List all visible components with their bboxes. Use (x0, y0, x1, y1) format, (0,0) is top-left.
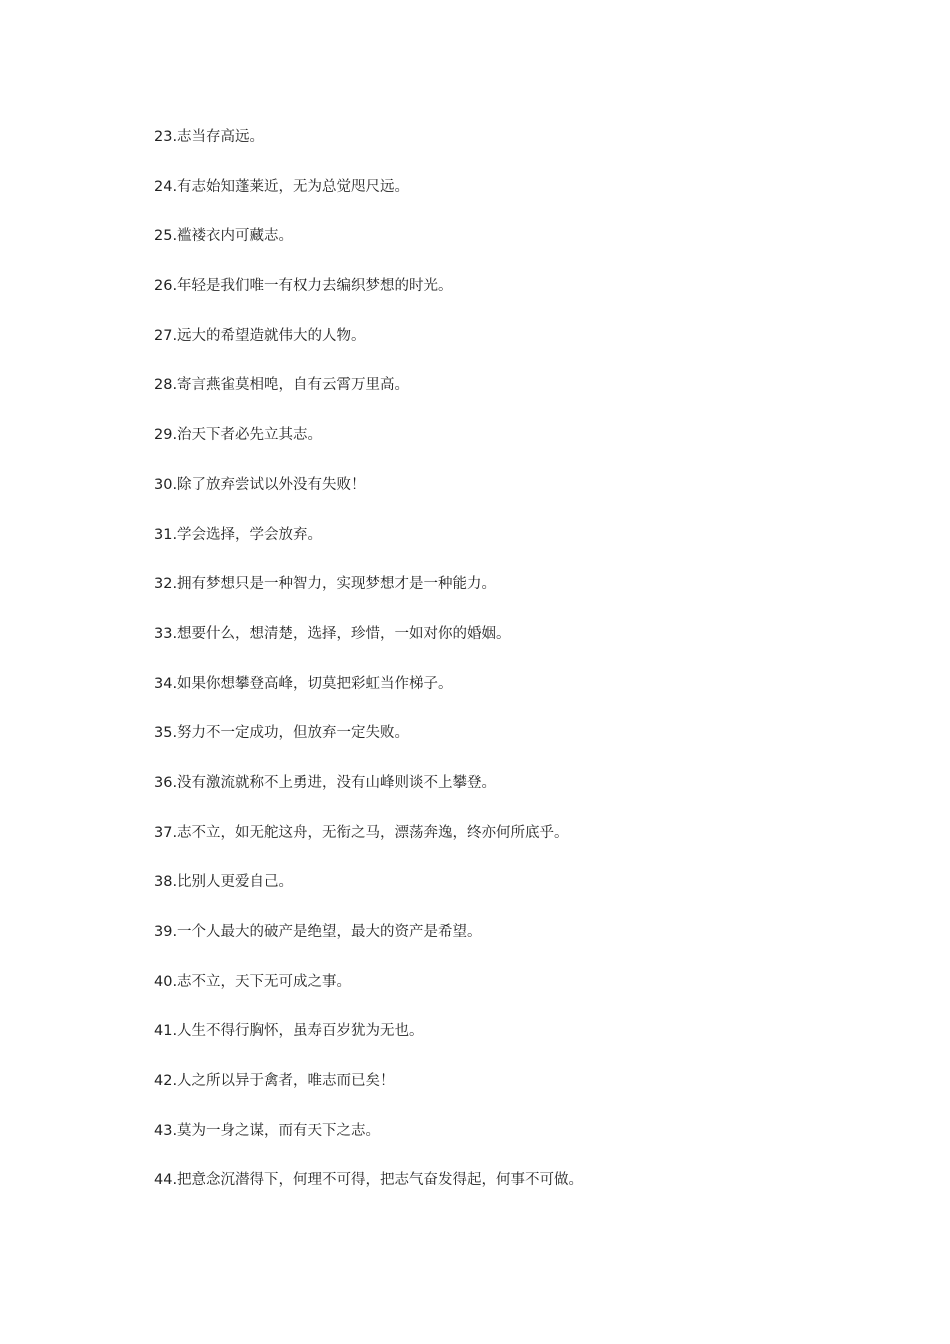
quote-line: 24.有志始知蓬莱近，无为总觉咫尺远。 (154, 178, 410, 195)
quote-line: 43.莫为一身之谋，而有天下之志。 (154, 1122, 381, 1139)
quote-line: 23.志当存高远。 (154, 129, 265, 145)
quote-line: 27.远大的希望造就伟大的人物。 (154, 327, 366, 344)
quote-line: 36.没有激流就称不上勇进，没有山峰则谈不上攀登。 (154, 774, 497, 791)
quote-line: 33.想要什么，想清楚，选择，珍惜，一如对你的婚姻。 (154, 625, 511, 642)
quote-line: 35.努力不一定成功，但放弃一定失败。 (154, 725, 410, 742)
quote-line: 38.比别人更爱自己。 (154, 874, 294, 891)
quote-line: 44.把意念沉潜得下，何理不可得，把志气奋发得起，何事不可做。 (154, 1172, 584, 1189)
quote-line: 41.人生不得行胸怀，虽寿百岁犹为无也。 (154, 1023, 424, 1040)
quote-list (154, 126, 874, 1219)
quote-line: 39.一个人最大的破产是绝望，最大的资产是希望。 (154, 924, 482, 940)
quote-line: 30.除了放弃尝试以外没有失败！ (154, 476, 366, 493)
quote-line: 26.年轻是我们唯一有权力去编织梦想的时光。 (154, 278, 453, 295)
quote-line: 25.褴褛衣内可藏志。 (154, 228, 294, 245)
quote-line: 42.人之所以异于禽者，唯志而已矣！ (154, 1073, 395, 1090)
quote-line: 32.拥有梦想只是一种智力，实现梦想才是一种能力。 (154, 576, 497, 593)
quote-line: 29.治天下者必先立其志。 (154, 427, 323, 444)
quote-line: 31.学会选择，学会放弃。 (154, 526, 323, 543)
quote-line: 28.寄言燕雀莫相唣，自有云霄万里高。 (154, 377, 410, 394)
quote-line: 40.志不立，天下无可成之事。 (154, 973, 352, 990)
quote-line: 34.如果你想攀登高峰，切莫把彩虹当作梯子。 (154, 675, 453, 692)
quote-line: 37.志不立，如无舵这舟，无衔之马，漂荡奔逸，终亦何所底乎。 (154, 824, 569, 841)
